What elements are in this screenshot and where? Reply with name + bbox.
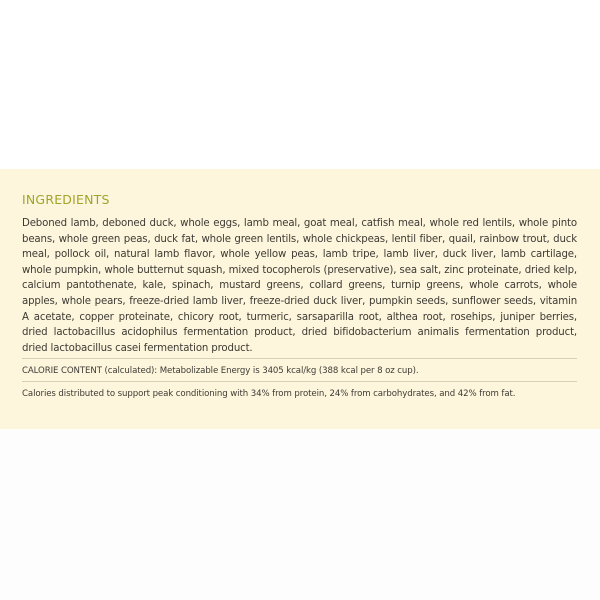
divider xyxy=(22,358,577,359)
calorie-distribution: Calories distributed to support peak conditioning with 34% from protein, 24% from carbohydrates, and 42% from fat. xyxy=(22,389,516,399)
ingredients-list: Deboned lamb, deboned duck, whole eggs, lamb meal, goat meal, catfish meal, whole red lentils, whole pinto beans, whole green peas, duck fat, whole green lentils, whole chickpeas, lentil fiber, quail, rainbow trout, duck meal, pollock oil, natural lamb flavor, whole yellow peas, lamb tripe, lamb liver, duck liver, lamb cartilage, whole pumpkin, whole butternut squash, mixed tocopherols (preservative), sea salt, zinc proteinate, dried kelp, calcium pantothenate, kale, spinach, mustard greens, collard greens, turnip greens, whole carrots, whole apples, whole pears, freeze-dried lamb liver, freeze-dried duck liver, pumpkin seeds, sunflower seeds, vitamin A acetate, copper proteinate, chicory root, turmeric, sarsaparilla root, althea root, rosehips, juniper berries, dried lactobacillus acidophilus fermentation product, dried bifidobacterium animalis fermentation product, dried lactobacillus casei fermentation product. xyxy=(22,218,577,354)
ingredients-heading: INGREDIENTS xyxy=(22,192,110,207)
divider xyxy=(22,381,577,382)
top-blank-area xyxy=(0,0,600,169)
calorie-content: CALORIE CONTENT (calculated): Metabolizable Energy is 3405 kcal/kg (388 kcal per 8 oz cup). xyxy=(22,366,419,376)
bottom-blank-area xyxy=(0,429,600,600)
